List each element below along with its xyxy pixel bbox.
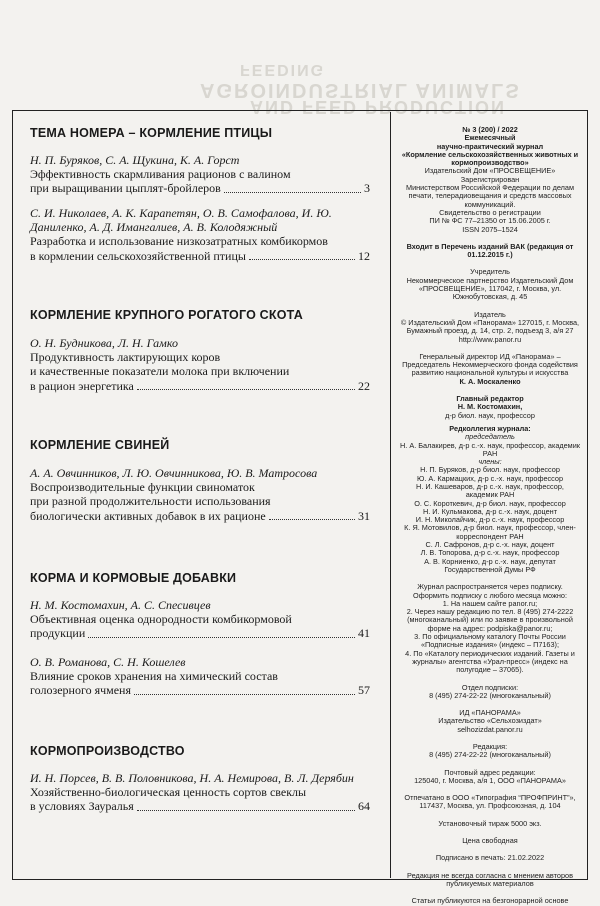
- chair-label: председатель: [465, 432, 515, 442]
- section-title: ТЕМА НОМЕРА – КОРМЛЕНИЕ ПТИЦЫ: [30, 126, 273, 140]
- publisher: © Издательский Дом «Панорама» 127015, г. Москва, Бумажный проезд, д. 14, стр. 2, подъезд 3, а/я 27: [400, 317, 580, 336]
- article-authors: О. В. Романова, С. Н. Кошелев: [30, 655, 186, 669]
- section-title: КОРМЛЕНИЕ КРУПНОГО РОГАТОГО СКОТА: [30, 308, 303, 322]
- website-link[interactable]: http://www.panor.ru: [458, 334, 522, 344]
- toc-entry[interactable]: [30, 771, 370, 814]
- subscription-option: 3. По официальному каталогу Почты России «Подписные издания» (индекс – П7163);: [414, 632, 566, 650]
- article-title-line: Хозяйственно-биологическая ценность сортов свеклы: [30, 785, 307, 800]
- article-authors: С. И. Николаев, А. К. Карапетян, О. В. Самофалова, И. Ю. Даниленко, А. Д. Имангалиев, А. В. Колодяжный: [30, 206, 332, 235]
- board-member: С. Л. Сафронов, д-р с.-х. наук, доцент: [425, 540, 555, 550]
- article-authors: Н. М. Костомахин, А. С. Спесивцев: [30, 598, 211, 612]
- id-email[interactable]: selhozizdat.panor.ru: [457, 724, 523, 734]
- ghost-line: AND FEED PRODUCTION: [250, 97, 507, 117]
- chief-editor-label: Главный редактор: [456, 394, 524, 404]
- board-member: Ю. А. Кармацких, д-р с.-х. наук, профессор: [416, 473, 564, 483]
- postal-label: Почтовый адрес редакции:: [444, 767, 536, 777]
- dot-leader: [88, 637, 355, 638]
- toc-entry[interactable]: [30, 206, 370, 263]
- chief-editor-name: Н. М. Костомахин,: [457, 402, 523, 412]
- issue-number: № 3 (200) / 2022: [462, 125, 518, 134]
- title-leader-line: [30, 181, 370, 195]
- subscription-option: 1. На нашем сайте panor.ru;: [442, 598, 538, 608]
- article-title-line: голозерного ячменя: [30, 683, 131, 698]
- article-title-line: Объективная оценка однородности комбикормовой: [30, 612, 292, 627]
- founder: Некоммерческое партнерство Издательский Дом «ПРОСВЕЩЕНИЕ», 117042, г. Москва, ул. Южнобутовская, д. 45: [406, 275, 574, 302]
- title-leader-line: [30, 626, 370, 640]
- article-title-line: биологически активных добавок в их рационе: [30, 508, 266, 523]
- title-leader-line: [30, 379, 370, 393]
- article-title-line: Продуктивность лактирующих коров: [30, 350, 221, 365]
- dot-leader: [269, 519, 355, 520]
- disclaimer: Редакция не всегда согласна с мнением авторов публикуемых материалов: [407, 870, 573, 888]
- issn: ISSN 2075–1524: [462, 224, 518, 234]
- column-divider: [390, 112, 391, 878]
- page-number: 31: [358, 508, 370, 523]
- ghost-line: AGROINDUSTRIAL ANIMALS: [200, 79, 521, 101]
- journal-type: научно-практический журнал: [436, 141, 544, 151]
- signed-date: Подписано в печать: 21.02.2022: [435, 853, 545, 863]
- article-title-line: и качественные показатели молока при включении: [30, 364, 290, 379]
- subscription-option: 4. По «Каталогу периодических изданий. Газеты и журналы» агентства «Урал-пресс» (индекс на полугодие – 37065).: [405, 648, 575, 675]
- certificate: Свидетельство о регистрации: [439, 207, 541, 217]
- title-leader-line: [30, 249, 370, 263]
- page-number: 57: [358, 683, 370, 698]
- free-publication: Статьи публикуются на безгонорарной основе: [411, 896, 569, 906]
- board-member: А. В. Корниенко, д-р с.-х. наук, депутат Государственной Думы РФ: [424, 556, 556, 574]
- section-title: КОРМЛЕНИЕ СВИНЕЙ: [30, 438, 170, 452]
- general-director-name: К. А. Москаленко: [459, 376, 521, 386]
- title-leader-line: [30, 683, 370, 697]
- article-title-line: Воспроизводительные функции свиноматок: [30, 480, 255, 495]
- id-label: ИД «ПАНОРАМА»: [459, 708, 521, 718]
- toc-entry[interactable]: [30, 466, 370, 523]
- subs-dept-phone: 8 (495) 274-22-22 (многоканальный): [429, 690, 551, 700]
- subs-dept-label: Отдел подписки:: [461, 682, 519, 692]
- page-number: 41: [358, 626, 370, 641]
- title-leader-line: [30, 799, 370, 813]
- article-title-line: Разработка и использование низкозатратных комбикормов: [30, 234, 328, 249]
- article-title-line: в рацион энергетика: [30, 378, 134, 393]
- members-label: члены:: [478, 457, 502, 467]
- subscription-option: 2. Через нашу редакцию по тел. 8 (495) 274-2222 (многоканальный) или по заявке в произвольной форме на адрес: podpiska@panor.ru;: [406, 607, 574, 633]
- board-member: Н. И. Кульмакова, д-р с.-х. наук, доцент: [422, 506, 558, 516]
- board-chair: Н. А. Балакирев, д-р с.-х. наук, профессор, академик РАН: [400, 440, 580, 458]
- board-member: Н. И. Кашеваров, д-р с.-х. наук, профессор, академик РАН: [416, 481, 564, 500]
- article-title-line: Эффективность скармливания рационов с валином: [30, 167, 291, 182]
- dot-leader: [134, 694, 355, 695]
- page-number: 12: [358, 248, 370, 263]
- board-member: Л. В. Топорова, д-р с.-х. наук, профессор: [420, 548, 560, 558]
- circulation: Установочный тираж 5000 экз.: [438, 818, 542, 828]
- postal-address: 125040, г. Москва, а/я 1, ООО «ПАНОРАМА»: [414, 775, 566, 785]
- article-title-line: при разной продолжительности использования: [30, 494, 271, 509]
- dot-leader: [137, 389, 355, 390]
- board-member: О. С. Короткевич, д-р биол. наук, профессор: [414, 498, 566, 508]
- article-title-line: Влияние сроков хранения на химический состав: [30, 669, 278, 684]
- publisher-label: Издатель: [474, 309, 506, 319]
- section-title: КОРМОПРОИЗВОДСТВО: [30, 744, 185, 758]
- article-authors: Н. П. Буряков, С. А. Щукина, К. А. Горст: [30, 153, 240, 167]
- ministry: Министерством Российской Федерации по делам печати, телерадиовещания и средств массовых коммуникаций.: [406, 183, 574, 209]
- section-title: КОРМА И КОРМОВЫЕ ДОБАВКИ: [30, 571, 237, 585]
- page-number: 3: [364, 181, 370, 196]
- pi-number: ПИ № ФС 77–21350 от 15.06.2005 г.: [429, 216, 551, 226]
- title-leader-line: [30, 509, 370, 523]
- article-authors: О. Н. Будникова, Л. Н. Гамко: [30, 336, 178, 350]
- article-title-line: при выращивании цыплят-бройлеров: [30, 181, 221, 196]
- price: Цена свободная: [462, 836, 518, 846]
- board-member: И. Н. Миколайчик, д-р с.-х. наук, профессор: [415, 515, 565, 525]
- article-title-line: в условиях Зауралья: [30, 799, 134, 814]
- editorial-phone: 8 (495) 274-22-22 (многоканальный): [429, 750, 551, 760]
- dot-leader: [137, 810, 355, 811]
- toc-entry[interactable]: [30, 598, 370, 641]
- journal-name: «Кормление сельскохозяйственных животных и кормопроизводство»: [401, 149, 579, 168]
- founder-label: Учредитель: [470, 267, 510, 277]
- dot-leader: [249, 259, 355, 260]
- imprint-column: [400, 126, 580, 906]
- board-member: К. Я. Мотовилов, д-р биол. наук, профессор, член-корреспондент РАН: [404, 523, 576, 541]
- article-authors: И. Н. Порсев, В. В. Половникова, Н. А. Немирова, В. Л. Дерябин: [30, 771, 354, 785]
- vak-notice: Входит в Перечень изданий ВАК (редакция от 01.12.2015 г.): [406, 241, 574, 260]
- chief-editor-title: д-р биол. наук, профессор: [445, 410, 535, 420]
- general-director: Генеральный директор ИД «Панорама» – Председатель Некоммерческого фонда содействия развитию национальной культуры и искусства: [402, 351, 578, 378]
- editorial-label: Редакция:: [472, 742, 508, 751]
- board-member: Н. П. Буряков, д-р биол. наук, профессор: [420, 465, 560, 475]
- page-number: 22: [358, 378, 370, 393]
- id-house: Издательство «Сельхозиздат»: [438, 716, 542, 726]
- toc-entry[interactable]: [30, 153, 370, 196]
- article-title-line: в кормлении сельскохозяйственной птицы: [30, 248, 246, 263]
- toc-entry[interactable]: [30, 336, 370, 393]
- subscription-info: Журнал распространяется через подписку. Оформить подписку с любого месяца можно:: [413, 582, 567, 600]
- printed-by: Отпечатано в ООО «Типография “ПРОФПРИНТ”», 117437, Москва, ул. Профсоюзная, д. 104: [404, 793, 576, 811]
- show-through-text: [0, 0, 600, 120]
- page-number: 64: [358, 799, 370, 814]
- publisher-line: Издательский Дом «ПРОСВЕЩЕНИЕ»: [424, 166, 556, 176]
- ghost-line: FEEDING: [240, 61, 326, 78]
- toc-entry[interactable]: [30, 655, 370, 698]
- registered: Зарегистрирован: [460, 174, 520, 184]
- article-title-line: продукции: [30, 626, 86, 641]
- article-authors: А. А. Овчинников, Л. Ю. Овчинникова, Ю. В. Матросова: [30, 466, 318, 480]
- editorial-board-label: Редколлегия журнала:: [449, 423, 531, 433]
- dot-leader: [224, 192, 361, 193]
- frequency: Ежемесячный: [464, 133, 516, 143]
